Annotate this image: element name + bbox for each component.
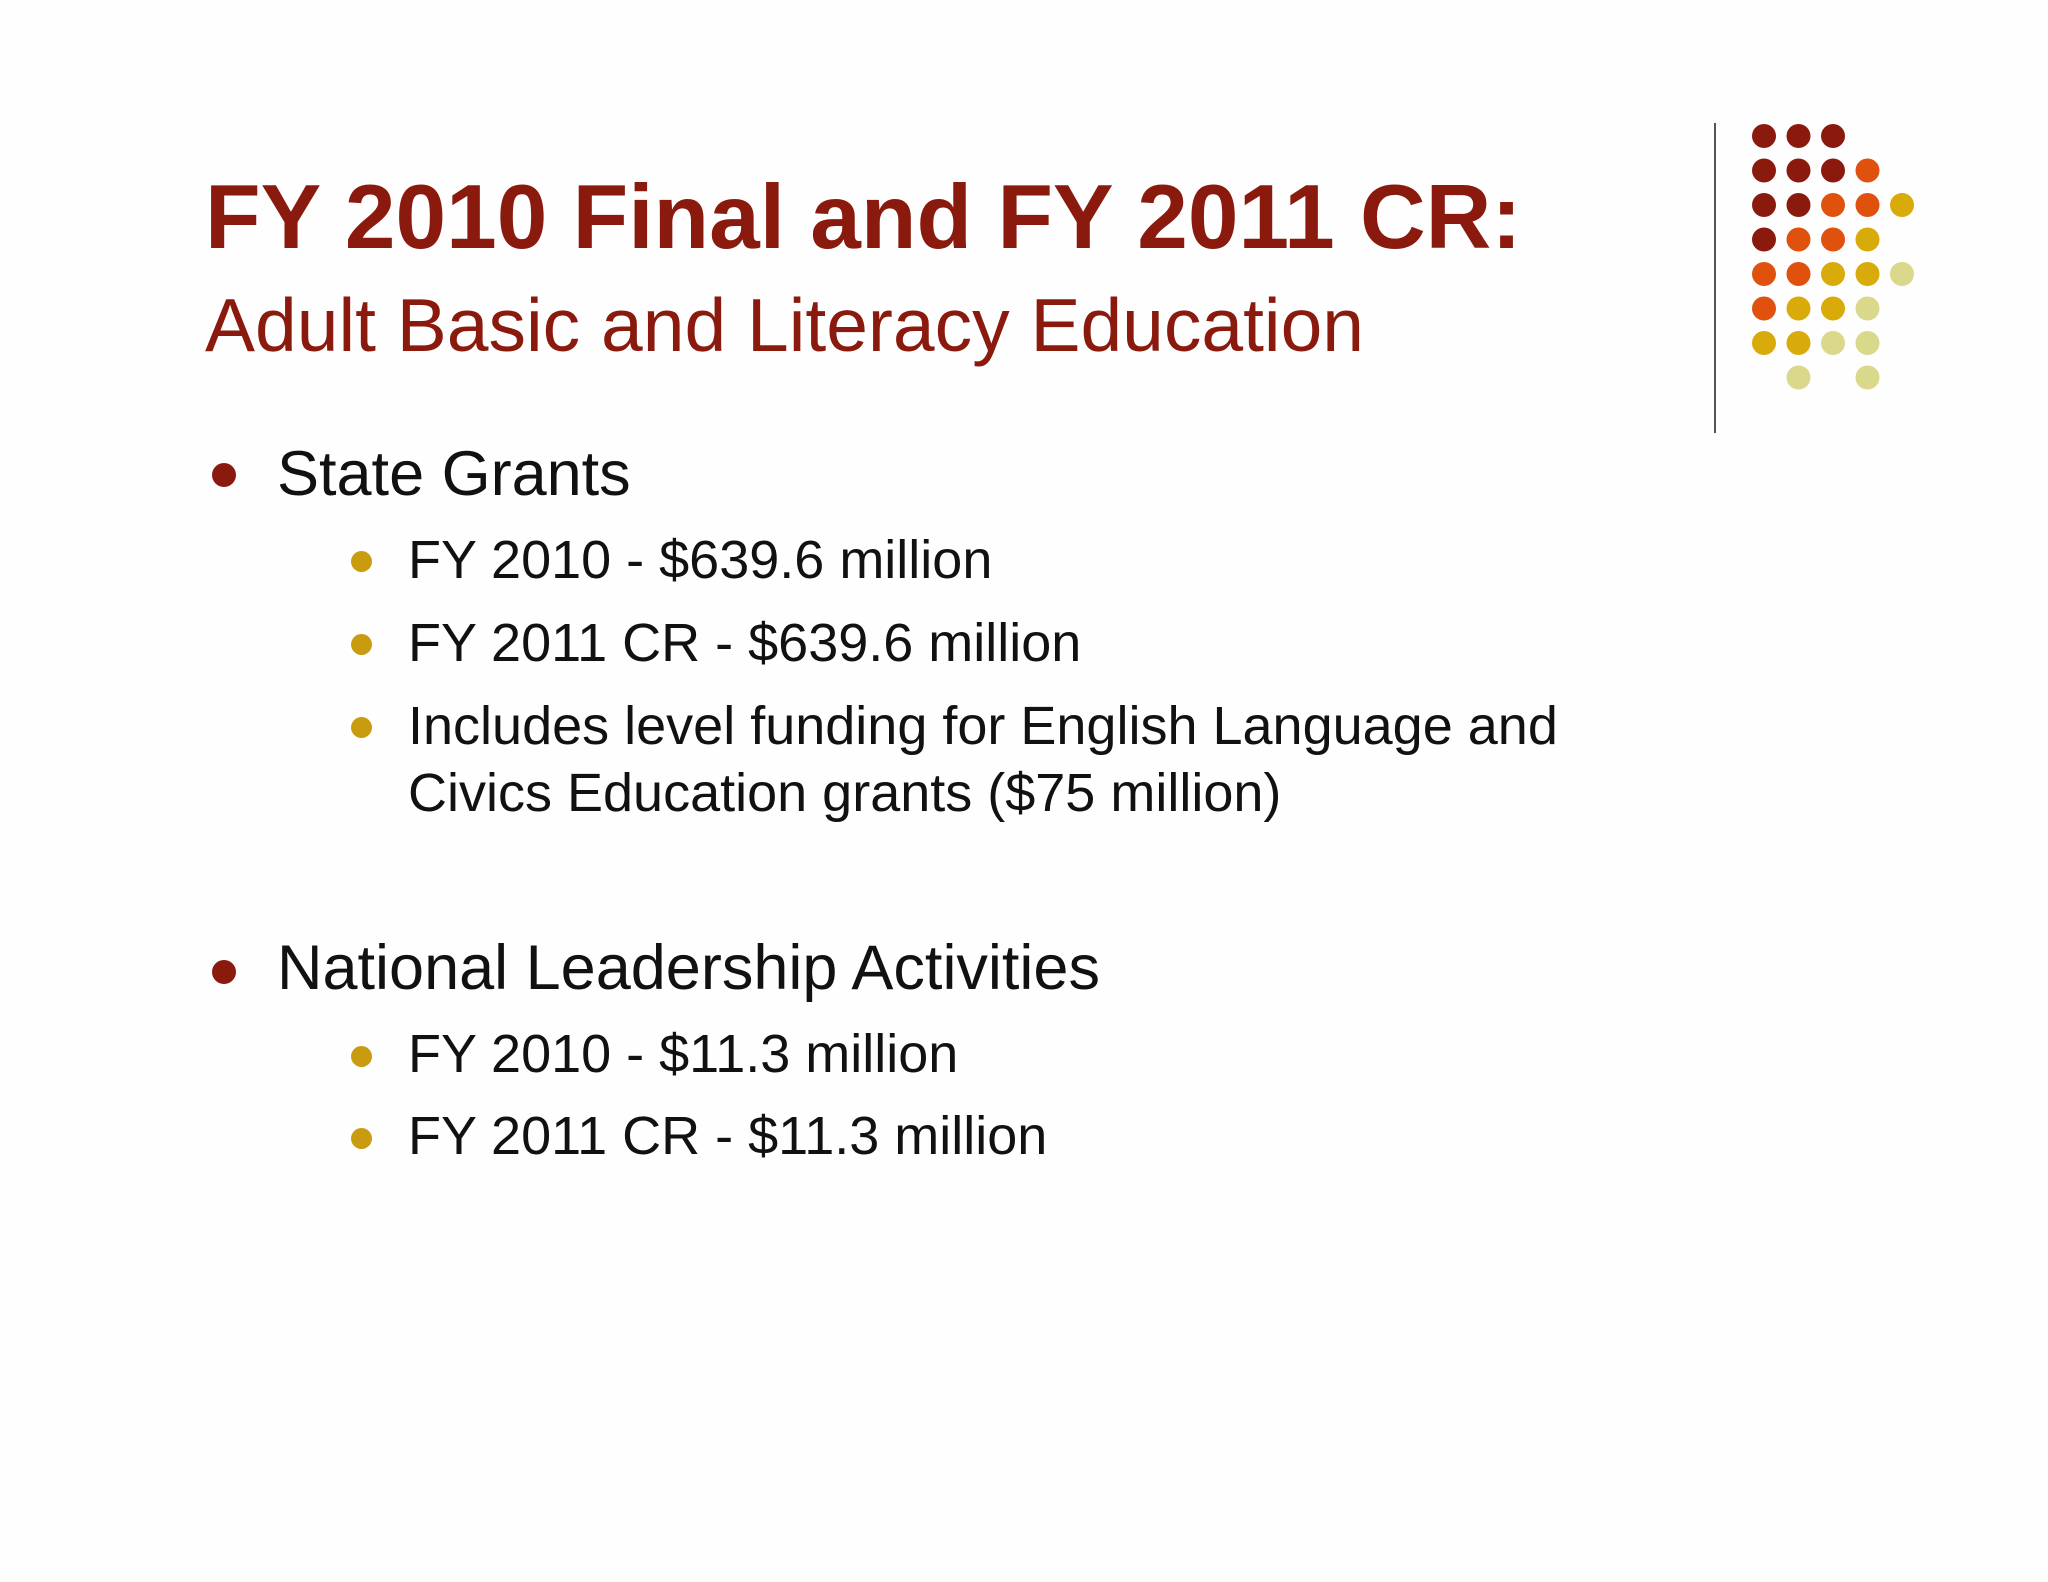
list-item: FY 2011 CR - $11.3 million [408, 1106, 1048, 1166]
bullet-dot-icon [212, 463, 236, 487]
list-item-line2: Civics Education grants ($75 million) [408, 763, 1282, 823]
sub-bullet-dot-icon [351, 1128, 372, 1149]
bullet-dot-icon [212, 960, 236, 984]
sub-bullet-dot-icon [351, 634, 372, 655]
list-item: FY 2010 - $639.6 million [408, 530, 993, 590]
decorative-dot [1856, 366, 1880, 390]
decorative-dot [1856, 159, 1880, 183]
decorative-dot [1856, 331, 1880, 355]
decorative-dot [1787, 331, 1811, 355]
decorative-dot [1752, 124, 1776, 148]
decorative-dot [1787, 366, 1811, 390]
decorative-dot [1752, 159, 1776, 183]
decorative-dot [1787, 193, 1811, 217]
slide-subtitle: Adult Basic and Literacy Education [205, 283, 1365, 367]
decorative-dot [1752, 262, 1776, 286]
decorative-dot [1856, 297, 1880, 321]
section-heading-national-leadership: National Leadership Activities [277, 933, 1100, 1003]
decorative-dot [1856, 193, 1880, 217]
decorative-dot [1890, 193, 1914, 217]
decorative-dot [1890, 262, 1914, 286]
decorative-dot [1787, 159, 1811, 183]
decorative-dot [1821, 228, 1845, 252]
decorative-dot [1821, 262, 1845, 286]
decorative-dot [1821, 124, 1845, 148]
decorative-dot [1787, 262, 1811, 286]
list-item: FY 2011 CR - $639.6 million [408, 613, 1082, 673]
decorative-dot [1821, 193, 1845, 217]
decorative-dot [1752, 331, 1776, 355]
section-heading-state-grants: State Grants [277, 439, 631, 509]
sub-bullet-dot-icon [351, 1046, 372, 1067]
sub-bullet-dot-icon [351, 551, 372, 572]
decorative-dot [1787, 228, 1811, 252]
decorative-dot [1821, 297, 1845, 321]
decorative-dot [1787, 124, 1811, 148]
slide-title: FY 2010 Final and FY 2011 CR: [205, 167, 1522, 268]
decorative-dot [1821, 159, 1845, 183]
decorative-dot [1856, 262, 1880, 286]
decorative-dot [1752, 228, 1776, 252]
decorative-dot [1856, 228, 1880, 252]
list-item-line1: Includes level funding for English Language and [408, 696, 1558, 756]
sub-bullet-dot-icon [351, 717, 372, 738]
decorative-dot [1752, 193, 1776, 217]
decorative-dot [1752, 297, 1776, 321]
decorative-dot [1821, 331, 1845, 355]
decorative-dot [1787, 297, 1811, 321]
list-item: FY 2010 - $11.3 million [408, 1024, 959, 1084]
